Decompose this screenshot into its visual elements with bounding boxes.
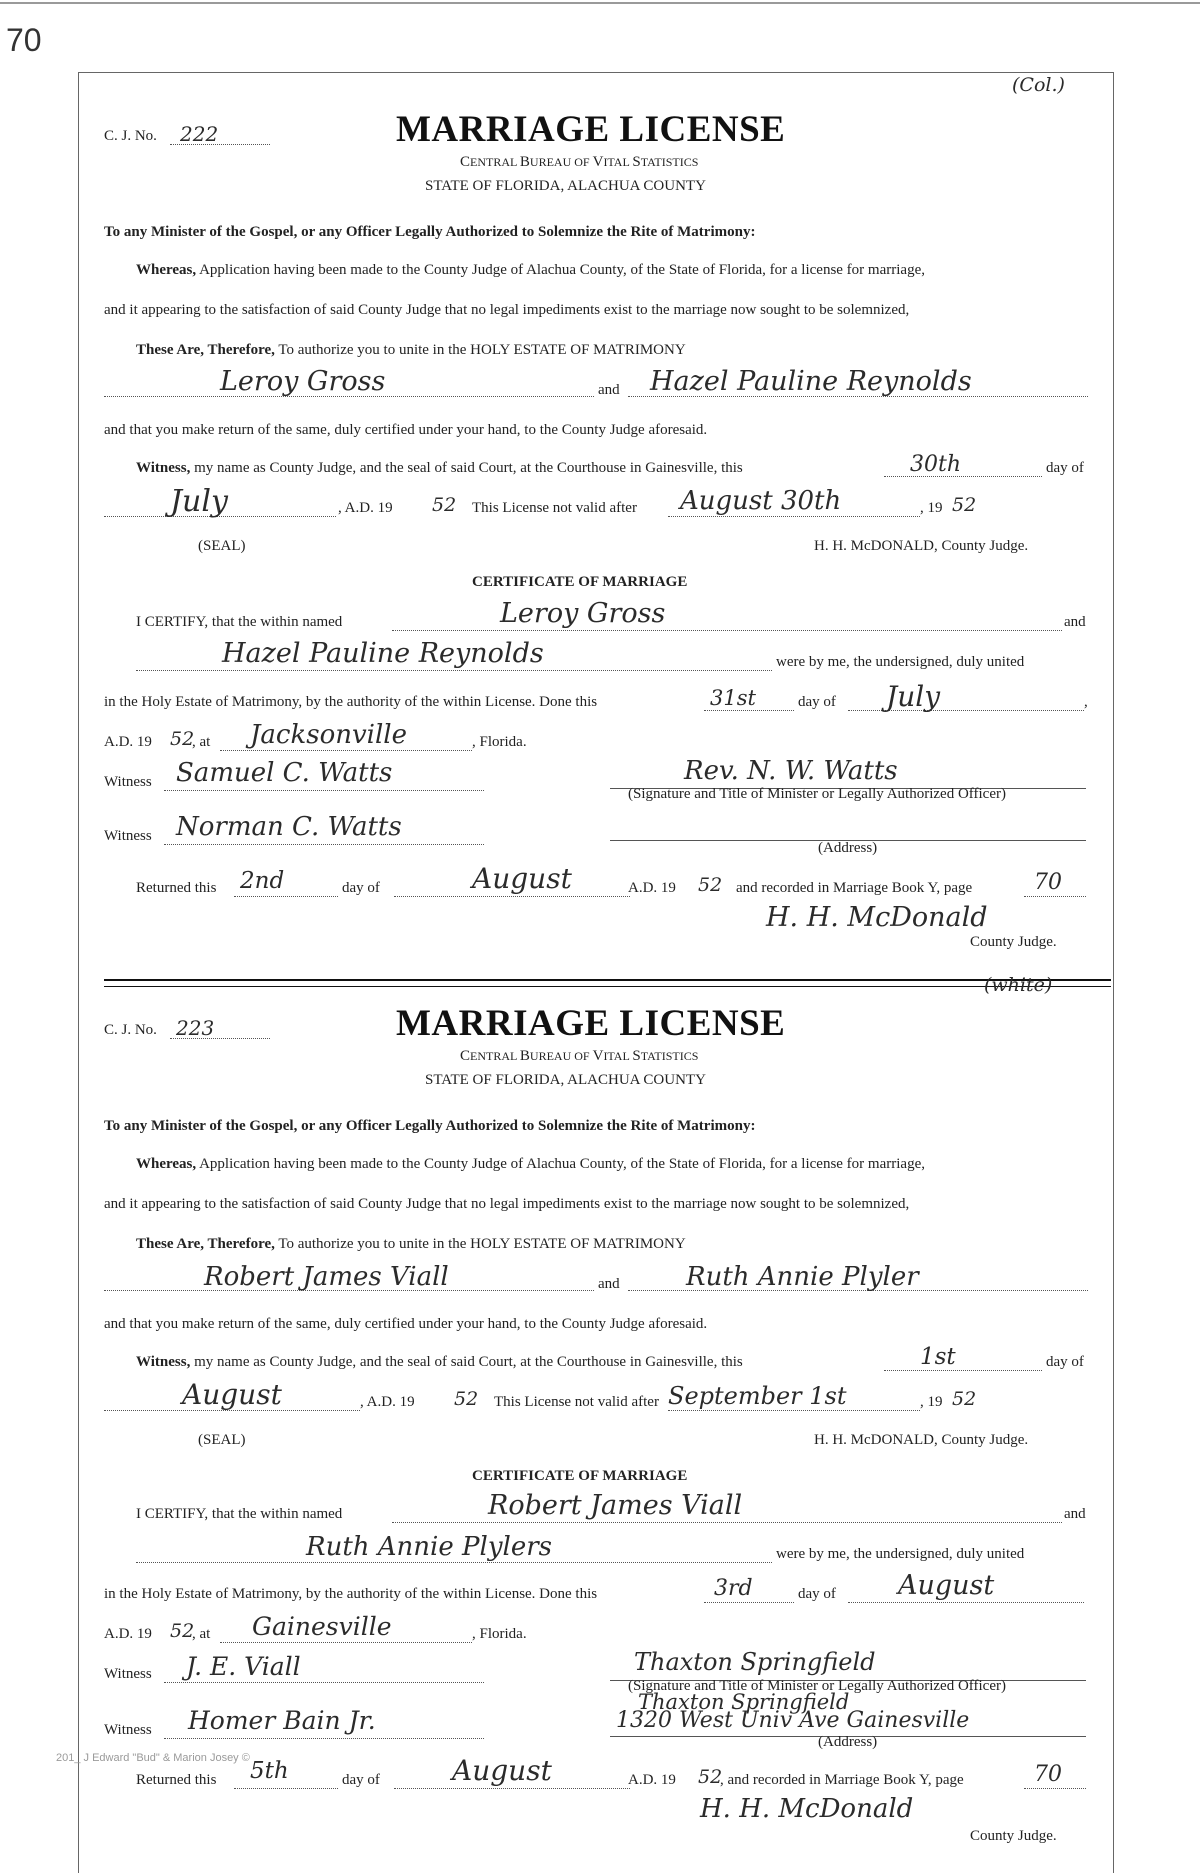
place-blank — [220, 1642, 472, 1643]
witness2-label: Witness — [104, 828, 152, 844]
issue-day-blank — [884, 1370, 1042, 1371]
certify-line: I CERTIFY, that the within named — [136, 614, 343, 630]
certificate-title: CERTIFICATE OF MARRIAGE — [472, 574, 688, 590]
state-county: STATE OF FLORIDA, ALACHUA COUNTY — [425, 1072, 706, 1088]
not-valid-label: This License not valid after — [472, 500, 637, 516]
returned-month: August — [472, 862, 572, 895]
returned-year: 52 — [698, 1766, 723, 1788]
returned-year: 52 — [698, 874, 723, 896]
returned-day-of: day of — [342, 880, 380, 896]
done-comma: , — [1084, 694, 1088, 710]
cert-bride-blank — [136, 1562, 772, 1563]
cert-bride-name: Ruth Annie Plylers — [306, 1532, 552, 1562]
cert-groom-blank — [392, 630, 1062, 631]
license-divider — [104, 979, 1111, 987]
officer-signature: Thaxton Springfield — [634, 1648, 876, 1676]
witness1-name: Samuel C. Watts — [176, 758, 393, 788]
day-of: day of — [1046, 460, 1084, 476]
page-blank — [1024, 1788, 1086, 1789]
witness1-label: Witness — [104, 1666, 152, 1682]
witness2-blank — [164, 844, 484, 845]
done-day: 3rd — [714, 1576, 753, 1601]
address-line: To any Minister of the Gospel, or any Officer Legally Authorized to Solemnize the Rite of Matrimony: — [104, 1118, 756, 1134]
returned-month-blank — [394, 1788, 630, 1789]
whereas-line: Whereas, Application having been made to the County Judge of Alachua County, of the State of Florida, for a license for marriage, — [136, 1156, 925, 1172]
returned-label: Returned this — [136, 1772, 217, 1788]
recorded-line: , and recorded in Marriage Book Y, page — [720, 1772, 964, 1788]
race-note: (Col.) — [1012, 74, 1065, 96]
cj-number: 222 — [180, 122, 219, 146]
done-day-blank — [704, 1602, 794, 1603]
and-word: and — [598, 1276, 620, 1292]
cert-groom-name: Leroy Gross — [500, 598, 666, 629]
expire-date: September 1st — [668, 1382, 847, 1410]
bride-name: Hazel Pauline Reynolds — [650, 366, 972, 397]
cert-bride-blank — [136, 670, 772, 671]
returned-month: August — [452, 1754, 552, 1787]
expire-blank — [668, 1410, 920, 1411]
appearing-line: and it appearing to the satisfaction of said County Judge that no legal impediments exist to the marriage now sought to be solemnized, — [104, 1196, 910, 1212]
cert-groom-blank — [392, 1522, 1062, 1523]
bride-name: Ruth Annie Plyler — [686, 1262, 919, 1292]
officer-address: 1320 West Univ Ave Gainesville — [616, 1708, 970, 1733]
returned-month-blank — [394, 896, 630, 897]
united-line: were by me, the undersigned, duly united — [776, 654, 1025, 670]
issue-year: 52 — [454, 1388, 479, 1410]
and-word-cert: and — [1064, 1506, 1086, 1522]
recorded-page: 70 — [1034, 870, 1062, 895]
judge-name: H. H. McDONALD, County Judge. — [814, 1432, 1029, 1448]
officer-caption: (Signature and Title of Minister or Legally Authorized Officer) — [628, 786, 1006, 802]
address-caption: (Address) — [818, 1734, 878, 1750]
returned-label: Returned this — [136, 880, 217, 896]
recorded-page: 70 — [1034, 1762, 1062, 1787]
issue-month: July — [170, 484, 228, 519]
witness-line: Witness, my name as County Judge, and the seal of said Court, at the Courthouse in Gainesville, this — [136, 1354, 743, 1370]
ad-label: , A.D. 19 — [338, 500, 393, 516]
witness1-blank — [164, 1682, 484, 1683]
cj-label: C. J. No. — [104, 1022, 157, 1038]
expire-year: 52 — [952, 1388, 977, 1410]
county-judge-label: County Judge. — [970, 1828, 1057, 1844]
place: Gainesville — [252, 1612, 392, 1641]
witness-line: Witness, my name as County Judge, and the seal of said Court, at the Courthouse in Gainesville, this — [136, 460, 743, 476]
florida-label: , Florida. — [472, 1626, 527, 1642]
united-line: were by me, the undersigned, duly united — [776, 1546, 1025, 1562]
expire-sep: , 19 — [920, 500, 943, 516]
groom-name: Robert James Viall — [204, 1262, 449, 1292]
groom-name: Leroy Gross — [220, 366, 386, 397]
page-number: 70 — [6, 22, 42, 58]
copyright-watermark: 201_ J Edward "Bud" & Marion Josey © — [56, 1752, 250, 1764]
license-title: MARRIAGE LICENSE — [396, 1003, 786, 1044]
and-word: and — [598, 382, 620, 398]
address-caption: (Address) — [818, 840, 878, 856]
holy-estate-line: in the Holy Estate of Matrimony, by the authority of the within License. Done this — [104, 1586, 598, 1602]
returned-day: 5th — [250, 1758, 289, 1784]
issue-day: 1st — [920, 1344, 956, 1370]
ad2-label: A.D. 19 — [104, 1626, 152, 1642]
done-year: 52 — [170, 728, 195, 750]
certificate-title: CERTIFICATE OF MARRIAGE — [472, 1468, 688, 1484]
done-month-blank — [848, 1602, 1084, 1603]
done-day-blank — [704, 710, 794, 711]
ad2-label: A.D. 19 — [104, 734, 152, 750]
judge-signature: H. H. McDonald — [700, 1794, 914, 1824]
done-month: August — [898, 1570, 995, 1601]
returned-day-blank — [234, 896, 338, 897]
done-month: July — [886, 680, 941, 713]
appearing-line: and it appearing to the satisfaction of said County Judge that no legal impediments exist to the marriage now sought to be solemnized, — [104, 302, 910, 318]
returned-day: 2nd — [240, 868, 285, 894]
bureau-name: CENTRAL BUREAU OF VITAL STATISTICS — [460, 154, 699, 170]
certify-line: I CERTIFY, that the within named — [136, 1506, 343, 1522]
these-are-line: These Are, Therefore, To authorize you to unite in the HOLY ESTATE OF MATRIMONY — [136, 1236, 686, 1252]
judge-signature: H. H. McDonald — [766, 902, 988, 933]
at-label: , at — [192, 1626, 211, 1642]
place: Jacksonville — [250, 720, 408, 750]
recorded-line: and recorded in Marriage Book Y, page — [736, 880, 973, 896]
holy-estate-line: in the Holy Estate of Matrimony, by the authority of the within License. Done this — [104, 694, 598, 710]
page-blank — [1024, 896, 1086, 897]
florida-label: , Florida. — [472, 734, 527, 750]
cert-groom-name: Robert James Viall — [488, 1490, 743, 1521]
ad-label: , A.D. 19 — [360, 1394, 415, 1410]
not-valid-label: This License not valid after — [494, 1394, 659, 1410]
whereas-line: Whereas, Application having been made to the County Judge of Alachua County, of the State of Florida, for a license for marriage, — [136, 262, 925, 278]
expire-year: 52 — [952, 494, 977, 516]
returned-day-blank — [234, 1788, 338, 1789]
witness2-name: Norman C. Watts — [176, 812, 402, 842]
witness2-label: Witness — [104, 1722, 152, 1738]
race-note: (white) — [984, 974, 1053, 996]
cj-label: C. J. No. — [104, 128, 157, 144]
seal-label: (SEAL) — [198, 1432, 246, 1448]
license-title: MARRIAGE LICENSE — [396, 109, 786, 150]
return-line: and that you make return of the same, duly certified under your hand, to the County Judge aforesaid. — [104, 1316, 708, 1332]
issue-day: 30th — [910, 452, 962, 477]
return-line: and that you make return of the same, duly certified under your hand, to the County Judge aforesaid. — [104, 422, 708, 438]
place-blank — [220, 750, 472, 751]
officer-caption: (Signature and Title of Minister or Legally Authorized Officer) — [628, 1678, 1006, 1694]
scan-top-edge — [0, 2, 1200, 4]
state-county: STATE OF FLORIDA, ALACHUA COUNTY — [425, 178, 706, 194]
address-line: To any Minister of the Gospel, or any Officer Legally Authorized to Solemnize the Rite of Matrimony: — [104, 224, 756, 240]
these-are-line: These Are, Therefore, To authorize you to unite in the HOLY ESTATE OF MATRIMONY — [136, 342, 686, 358]
done-day: 31st — [710, 686, 756, 710]
expire-blank — [668, 516, 920, 517]
done-day-of: day of — [798, 1586, 836, 1602]
issue-day-blank — [884, 476, 1042, 477]
done-month-blank — [848, 710, 1084, 711]
expire-date: August 30th — [680, 486, 842, 516]
day-of: day of — [1046, 1354, 1084, 1370]
cj-number: 223 — [176, 1016, 215, 1040]
issue-month: August — [182, 1378, 282, 1411]
done-day-of: day of — [798, 694, 836, 710]
witness1-blank — [164, 790, 484, 791]
officer-name-print: Thaxton Springfield — [638, 1690, 850, 1714]
officer-signature: Rev. N. W. Watts — [684, 756, 898, 786]
witness1-label: Witness — [104, 774, 152, 790]
issue-year: 52 — [432, 494, 457, 516]
witness2-name: Homer Bain Jr. — [188, 1706, 376, 1735]
witness1-name: J. E. Viall — [186, 1652, 301, 1681]
returned-day-of: day of — [342, 1772, 380, 1788]
witness2-blank — [164, 1738, 484, 1739]
returned-ad: A.D. 19 — [628, 880, 676, 896]
bureau-name: CENTRAL BUREAU OF VITAL STATISTICS — [460, 1048, 699, 1064]
seal-label: (SEAL) — [198, 538, 246, 554]
county-judge-label: County Judge. — [970, 934, 1057, 950]
expire-sep: , 19 — [920, 1394, 943, 1410]
at-label: , at — [192, 734, 211, 750]
cert-bride-name: Hazel Pauline Reynolds — [222, 638, 544, 669]
and-word-cert: and — [1064, 614, 1086, 630]
judge-name: H. H. McDONALD, County Judge. — [814, 538, 1029, 554]
returned-ad: A.D. 19 — [628, 1772, 676, 1788]
done-year: 52 — [170, 1620, 195, 1642]
